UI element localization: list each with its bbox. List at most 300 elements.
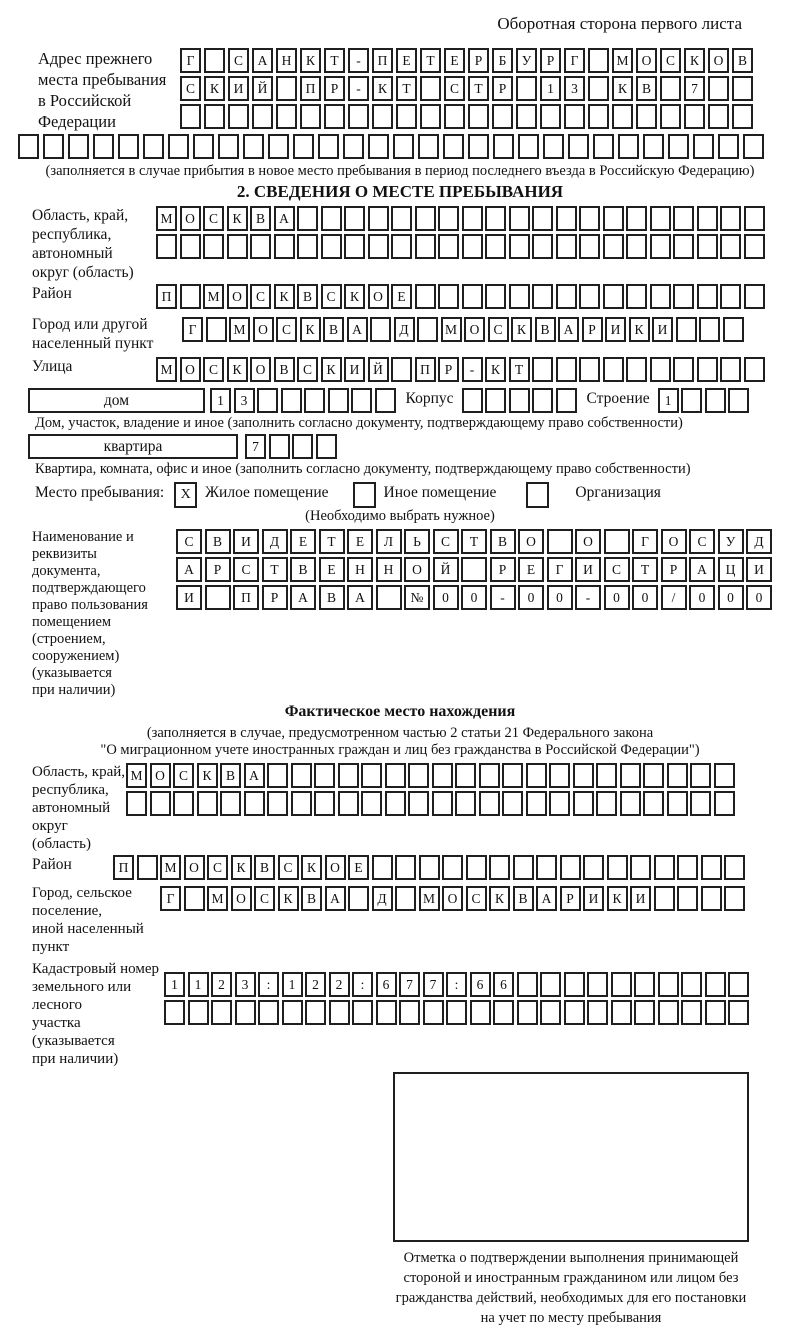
char-cell[interactable] [396, 104, 417, 129]
char-cell[interactable]: О [661, 529, 687, 554]
char-cell[interactable]: С [297, 357, 318, 382]
char-cell[interactable]: 0 [518, 585, 544, 610]
char-cell[interactable] [118, 134, 139, 159]
char-cell[interactable] [579, 284, 600, 309]
char-cell[interactable] [408, 791, 429, 816]
char-cell[interactable]: О [250, 357, 271, 382]
char-cell[interactable]: В [254, 855, 275, 880]
char-cell[interactable] [593, 134, 614, 159]
char-cell[interactable]: Р [540, 48, 561, 73]
char-cell[interactable] [423, 1000, 444, 1025]
char-cell[interactable] [338, 763, 359, 788]
char-cell[interactable] [164, 1000, 185, 1025]
char-cell[interactable] [391, 357, 412, 382]
char-cell[interactable] [361, 763, 382, 788]
char-cell[interactable] [455, 791, 476, 816]
char-cell[interactable] [300, 104, 321, 129]
char-cell[interactable]: М [207, 886, 228, 911]
char-cell[interactable]: К [629, 317, 650, 342]
char-cell[interactable] [438, 284, 459, 309]
char-cell[interactable]: И [652, 317, 673, 342]
char-cell[interactable] [634, 1000, 655, 1025]
char-cell[interactable]: 0 [746, 585, 772, 610]
char-cell[interactable] [556, 206, 577, 231]
char-cell[interactable] [728, 388, 749, 413]
char-cell[interactable]: П [300, 76, 321, 101]
char-cell[interactable]: Р [560, 886, 581, 911]
char-cell[interactable] [564, 1000, 585, 1025]
char-cell[interactable]: Г [547, 557, 573, 582]
char-cell[interactable] [93, 134, 114, 159]
char-cell[interactable]: С [278, 855, 299, 880]
char-cell[interactable] [126, 791, 147, 816]
char-cell[interactable] [444, 104, 465, 129]
char-cell[interactable] [536, 855, 557, 880]
char-cell[interactable] [143, 134, 164, 159]
char-cell[interactable] [573, 763, 594, 788]
char-cell[interactable] [370, 317, 391, 342]
char-cell[interactable]: 3 [235, 972, 256, 997]
char-cell[interactable] [579, 206, 600, 231]
char-cell[interactable] [304, 388, 325, 413]
char-cell[interactable] [668, 134, 689, 159]
char-cell[interactable] [607, 855, 628, 880]
char-cell[interactable]: Т [461, 529, 487, 554]
char-cell[interactable] [643, 134, 664, 159]
char-cell[interactable]: И [233, 529, 259, 554]
char-cell[interactable]: Й [252, 76, 273, 101]
char-cell[interactable]: А [325, 886, 346, 911]
char-cell[interactable]: 7 [423, 972, 444, 997]
char-cell[interactable] [391, 234, 412, 259]
char-cell[interactable] [705, 972, 726, 997]
char-cell[interactable] [368, 234, 389, 259]
char-cell[interactable]: 0 [689, 585, 715, 610]
char-cell[interactable]: Т [632, 557, 658, 582]
char-cell[interactable] [156, 234, 177, 259]
char-cell[interactable]: К [300, 48, 321, 73]
char-cell[interactable] [415, 234, 436, 259]
char-cell[interactable]: А [536, 886, 557, 911]
char-cell[interactable] [276, 76, 297, 101]
char-cell[interactable] [728, 1000, 749, 1025]
char-cell[interactable]: Н [276, 48, 297, 73]
char-cell[interactable] [596, 763, 617, 788]
char-cell[interactable]: П [233, 585, 259, 610]
char-cell[interactable] [684, 104, 705, 129]
char-cell[interactable] [206, 317, 227, 342]
char-cell[interactable]: 2 [305, 972, 326, 997]
char-cell[interactable]: С [250, 284, 271, 309]
char-cell[interactable] [516, 76, 537, 101]
char-cell[interactable] [415, 206, 436, 231]
char-cell[interactable] [611, 1000, 632, 1025]
char-cell[interactable]: М [203, 284, 224, 309]
char-cell[interactable] [228, 104, 249, 129]
char-cell[interactable]: 1 [188, 972, 209, 997]
char-cell[interactable]: 6 [493, 972, 514, 997]
char-cell[interactable] [620, 791, 641, 816]
organization-checkbox[interactable] [526, 482, 549, 508]
char-cell[interactable]: В [290, 557, 316, 582]
char-cell[interactable]: С [466, 886, 487, 911]
char-cell[interactable] [267, 763, 288, 788]
char-cell[interactable]: Б [492, 48, 513, 73]
char-cell[interactable]: Р [582, 317, 603, 342]
char-cell[interactable] [502, 763, 523, 788]
char-cell[interactable] [667, 791, 688, 816]
char-cell[interactable]: Ь [404, 529, 430, 554]
char-cell[interactable]: 3 [234, 388, 255, 413]
char-cell[interactable] [218, 134, 239, 159]
house-type-field[interactable]: дом [28, 388, 205, 413]
char-cell[interactable] [419, 855, 440, 880]
char-cell[interactable]: О [180, 206, 201, 231]
char-cell[interactable] [321, 234, 342, 259]
char-cell[interactable]: А [347, 317, 368, 342]
char-cell[interactable]: Г [182, 317, 203, 342]
char-cell[interactable]: 7 [245, 434, 266, 459]
char-cell[interactable]: 0 [632, 585, 658, 610]
char-cell[interactable]: К [278, 886, 299, 911]
char-cell[interactable] [68, 134, 89, 159]
char-cell[interactable] [701, 886, 722, 911]
char-cell[interactable]: О [518, 529, 544, 554]
char-cell[interactable] [744, 234, 765, 259]
char-cell[interactable]: Г [564, 48, 585, 73]
char-cell[interactable] [258, 1000, 279, 1025]
char-cell[interactable] [532, 357, 553, 382]
char-cell[interactable]: / [661, 585, 687, 610]
char-cell[interactable]: Р [468, 48, 489, 73]
char-cell[interactable] [352, 1000, 373, 1025]
char-cell[interactable] [588, 104, 609, 129]
char-cell[interactable] [462, 206, 483, 231]
char-cell[interactable]: А [290, 585, 316, 610]
apartment-type-field[interactable]: квартира [28, 434, 238, 459]
char-cell[interactable]: М [156, 206, 177, 231]
char-cell[interactable] [708, 76, 729, 101]
char-cell[interactable]: Р [661, 557, 687, 582]
char-cell[interactable]: - [348, 48, 369, 73]
char-cell[interactable] [274, 234, 295, 259]
char-cell[interactable]: И [583, 886, 604, 911]
char-cell[interactable]: Н [347, 557, 373, 582]
char-cell[interactable] [227, 234, 248, 259]
char-cell[interactable]: П [372, 48, 393, 73]
char-cell[interactable] [204, 104, 225, 129]
char-cell[interactable] [650, 357, 671, 382]
char-cell[interactable]: К [227, 357, 248, 382]
char-cell[interactable]: Ц [718, 557, 744, 582]
char-cell[interactable] [203, 234, 224, 259]
char-cell[interactable]: Е [348, 855, 369, 880]
char-cell[interactable] [720, 357, 741, 382]
char-cell[interactable]: С [433, 529, 459, 554]
char-cell[interactable]: 3 [564, 76, 585, 101]
char-cell[interactable] [513, 855, 534, 880]
char-cell[interactable] [252, 104, 273, 129]
char-cell[interactable]: 2 [329, 972, 350, 997]
char-cell[interactable] [587, 1000, 608, 1025]
char-cell[interactable]: Й [368, 357, 389, 382]
char-cell[interactable] [269, 434, 290, 459]
char-cell[interactable] [348, 886, 369, 911]
char-cell[interactable]: Й [433, 557, 459, 582]
char-cell[interactable] [658, 972, 679, 997]
char-cell[interactable]: Т [319, 529, 345, 554]
char-cell[interactable] [618, 134, 639, 159]
char-cell[interactable] [418, 134, 439, 159]
char-cell[interactable] [714, 763, 735, 788]
char-cell[interactable]: С [488, 317, 509, 342]
char-cell[interactable]: В [297, 284, 318, 309]
char-cell[interactable] [415, 284, 436, 309]
char-cell[interactable] [368, 206, 389, 231]
char-cell[interactable] [690, 763, 711, 788]
char-cell[interactable] [573, 791, 594, 816]
char-cell[interactable] [643, 763, 664, 788]
char-cell[interactable] [611, 972, 632, 997]
char-cell[interactable] [634, 972, 655, 997]
char-cell[interactable] [697, 234, 718, 259]
char-cell[interactable] [532, 284, 553, 309]
char-cell[interactable] [705, 388, 726, 413]
char-cell[interactable]: 6 [376, 972, 397, 997]
char-cell[interactable] [432, 791, 453, 816]
char-cell[interactable] [714, 791, 735, 816]
char-cell[interactable] [243, 134, 264, 159]
char-cell[interactable] [438, 206, 459, 231]
char-cell[interactable]: С [604, 557, 630, 582]
char-cell[interactable] [526, 763, 547, 788]
char-cell[interactable] [697, 284, 718, 309]
char-cell[interactable] [620, 763, 641, 788]
char-cell[interactable]: 7 [399, 972, 420, 997]
char-cell[interactable] [393, 134, 414, 159]
char-cell[interactable]: И [605, 317, 626, 342]
char-cell[interactable]: О [180, 357, 201, 382]
char-cell[interactable]: Е [444, 48, 465, 73]
char-cell[interactable] [697, 206, 718, 231]
char-cell[interactable] [744, 206, 765, 231]
char-cell[interactable]: Т [324, 48, 345, 73]
char-cell[interactable] [720, 234, 741, 259]
char-cell[interactable] [587, 972, 608, 997]
char-cell[interactable] [276, 104, 297, 129]
char-cell[interactable] [560, 855, 581, 880]
char-cell[interactable] [470, 1000, 491, 1025]
char-cell[interactable]: С [321, 284, 342, 309]
char-cell[interactable]: О [708, 48, 729, 73]
char-cell[interactable] [728, 972, 749, 997]
char-cell[interactable] [281, 388, 302, 413]
char-cell[interactable] [485, 284, 506, 309]
char-cell[interactable]: А [558, 317, 579, 342]
char-cell[interactable] [485, 388, 506, 413]
char-cell[interactable]: Л [376, 529, 402, 554]
char-cell[interactable] [556, 234, 577, 259]
char-cell[interactable] [718, 134, 739, 159]
char-cell[interactable]: А [176, 557, 202, 582]
char-cell[interactable] [547, 529, 573, 554]
char-cell[interactable] [673, 284, 694, 309]
char-cell[interactable]: В [250, 206, 271, 231]
char-cell[interactable] [502, 791, 523, 816]
char-cell[interactable] [681, 388, 702, 413]
char-cell[interactable] [517, 1000, 538, 1025]
char-cell[interactable] [446, 1000, 467, 1025]
char-cell[interactable] [205, 585, 231, 610]
char-cell[interactable] [344, 206, 365, 231]
char-cell[interactable] [314, 763, 335, 788]
char-cell[interactable] [372, 104, 393, 129]
char-cell[interactable]: 1 [540, 76, 561, 101]
char-cell[interactable] [338, 791, 359, 816]
char-cell[interactable] [660, 76, 681, 101]
char-cell[interactable]: Т [468, 76, 489, 101]
char-cell[interactable]: С [173, 763, 194, 788]
char-cell[interactable] [462, 284, 483, 309]
char-cell[interactable]: Р [490, 557, 516, 582]
char-cell[interactable] [690, 791, 711, 816]
char-cell[interactable] [455, 763, 476, 788]
char-cell[interactable] [630, 855, 651, 880]
char-cell[interactable] [650, 234, 671, 259]
char-cell[interactable]: Г [160, 886, 181, 911]
char-cell[interactable] [681, 972, 702, 997]
char-cell[interactable]: В [636, 76, 657, 101]
char-cell[interactable] [744, 284, 765, 309]
char-cell[interactable]: О [150, 763, 171, 788]
char-cell[interactable]: В [220, 763, 241, 788]
char-cell[interactable]: П [113, 855, 134, 880]
char-cell[interactable] [650, 284, 671, 309]
char-cell[interactable] [180, 104, 201, 129]
char-cell[interactable]: Д [394, 317, 415, 342]
char-cell[interactable] [654, 855, 675, 880]
char-cell[interactable] [720, 284, 741, 309]
char-cell[interactable]: 2 [211, 972, 232, 997]
char-cell[interactable] [596, 791, 617, 816]
char-cell[interactable] [743, 134, 764, 159]
char-cell[interactable] [324, 104, 345, 129]
char-cell[interactable] [603, 284, 624, 309]
char-cell[interactable]: - [348, 76, 369, 101]
char-cell[interactable] [292, 434, 313, 459]
char-cell[interactable]: Т [509, 357, 530, 382]
char-cell[interactable] [442, 855, 463, 880]
char-cell[interactable] [732, 104, 753, 129]
char-cell[interactable] [250, 234, 271, 259]
char-cell[interactable]: В [205, 529, 231, 554]
char-cell[interactable] [626, 357, 647, 382]
char-cell[interactable] [443, 134, 464, 159]
char-cell[interactable] [540, 1000, 561, 1025]
char-cell[interactable]: С [689, 529, 715, 554]
char-cell[interactable] [395, 855, 416, 880]
char-cell[interactable]: Е [319, 557, 345, 582]
char-cell[interactable]: Д [372, 886, 393, 911]
char-cell[interactable]: О [227, 284, 248, 309]
char-cell[interactable] [417, 317, 438, 342]
char-cell[interactable] [532, 234, 553, 259]
char-cell[interactable] [180, 284, 201, 309]
char-cell[interactable]: Д [746, 529, 772, 554]
other-premises-checkbox[interactable] [353, 482, 376, 508]
char-cell[interactable]: В [323, 317, 344, 342]
char-cell[interactable] [579, 357, 600, 382]
char-cell[interactable]: В [490, 529, 516, 554]
char-cell[interactable] [654, 886, 675, 911]
char-cell[interactable]: : [446, 972, 467, 997]
char-cell[interactable] [705, 1000, 726, 1025]
char-cell[interactable] [543, 134, 564, 159]
char-cell[interactable]: Р [205, 557, 231, 582]
char-cell[interactable] [328, 388, 349, 413]
char-cell[interactable]: О [442, 886, 463, 911]
char-cell[interactable] [293, 134, 314, 159]
char-cell[interactable]: В [535, 317, 556, 342]
char-cell[interactable] [305, 1000, 326, 1025]
char-cell[interactable] [626, 234, 647, 259]
char-cell[interactable]: Т [396, 76, 417, 101]
char-cell[interactable] [660, 104, 681, 129]
char-cell[interactable] [395, 886, 416, 911]
char-cell[interactable] [549, 763, 570, 788]
char-cell[interactable]: К [274, 284, 295, 309]
char-cell[interactable] [385, 763, 406, 788]
char-cell[interactable] [526, 791, 547, 816]
char-cell[interactable]: К [301, 855, 322, 880]
char-cell[interactable]: О [368, 284, 389, 309]
char-cell[interactable] [549, 791, 570, 816]
char-cell[interactable] [282, 1000, 303, 1025]
char-cell[interactable] [343, 134, 364, 159]
char-cell[interactable]: С [203, 357, 224, 382]
char-cell[interactable] [673, 206, 694, 231]
char-cell[interactable] [220, 791, 241, 816]
char-cell[interactable]: С [207, 855, 228, 880]
char-cell[interactable]: С [176, 529, 202, 554]
char-cell[interactable] [368, 134, 389, 159]
char-cell[interactable]: Р [438, 357, 459, 382]
char-cell[interactable] [466, 855, 487, 880]
char-cell[interactable]: Г [632, 529, 658, 554]
char-cell[interactable]: В [301, 886, 322, 911]
char-cell[interactable] [676, 317, 697, 342]
char-cell[interactable] [540, 104, 561, 129]
char-cell[interactable] [540, 972, 561, 997]
char-cell[interactable]: С [660, 48, 681, 73]
char-cell[interactable] [485, 206, 506, 231]
char-cell[interactable]: О [636, 48, 657, 73]
char-cell[interactable]: А [689, 557, 715, 582]
char-cell[interactable]: К [321, 357, 342, 382]
char-cell[interactable] [583, 855, 604, 880]
char-cell[interactable]: Р [262, 585, 288, 610]
char-cell[interactable]: И [176, 585, 202, 610]
char-cell[interactable] [517, 972, 538, 997]
char-cell[interactable] [297, 234, 318, 259]
char-cell[interactable]: № [404, 585, 430, 610]
char-cell[interactable] [588, 76, 609, 101]
char-cell[interactable] [268, 134, 289, 159]
char-cell[interactable]: Р [324, 76, 345, 101]
char-cell[interactable] [257, 388, 278, 413]
char-cell[interactable] [197, 791, 218, 816]
char-cell[interactable]: - [462, 357, 483, 382]
